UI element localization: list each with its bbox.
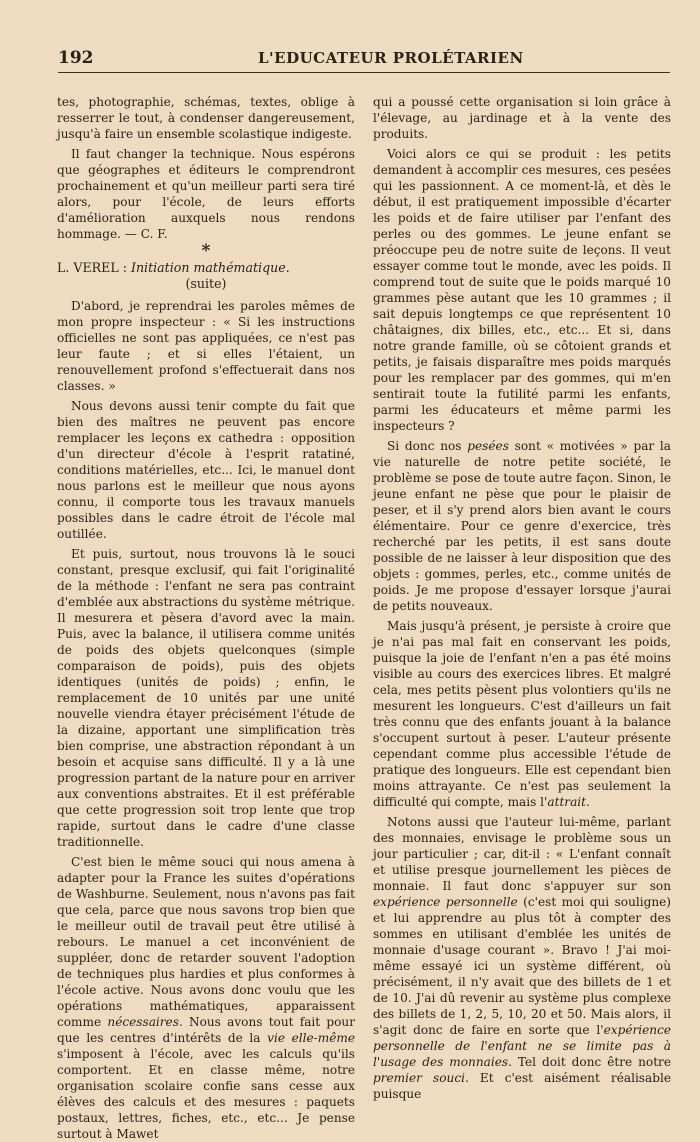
paragraph <box>373 618 671 810</box>
article-title: Initiation mathématique. <box>130 260 290 275</box>
text-run: . Tel doit donc être notre <box>508 1055 671 1069</box>
text-run: . Nous avons tout fait pour que les centres d'intérêts de la <box>57 1015 355 1045</box>
text-run: . <box>586 795 590 809</box>
italic-text: premier souci <box>373 1071 465 1085</box>
paragraph: D'abord, je reprendrai les paroles mêmes de mon propre inspecteur : « Si les instructions officielles ne sont pas appliquées, ce n'est pas leur faute ; et si elles l'étaient, un renouvellement profond s'effectuerait dans nos classes. » <box>57 299 355 393</box>
italic-text: nécessaires <box>107 1015 179 1029</box>
paragraph: qui a poussé cette organisation si loin grâce à l'élevage, au jardinage et à la vente des produits. <box>373 95 671 141</box>
section-separator: * <box>201 241 211 261</box>
text-run: (c'est moi qui souligne) et lui apprendre au plus tôt à compter des sommes en utilisant d'emblée les unités de monnaie d'usage courant ». Bravo ! J'ai moi-même essayé ici un système différent, où précisément, il n'y avait que des billets de 1 et de 10. J'ai dû revenir au système plus complexe des billets de 1, 2, 5, 10, 20 et 50. Mais alors, il s'agit donc de faire en sorte que l' <box>373 895 671 1037</box>
paragraph: Et puis, surtout, nous trouvons là le souci constant, presque exclusif, qui fait l'originalité de la méthode : l'enfant ne sera pas contraint d'emblée aux abstractions du système métrique. Il mesurera et pèsera d'avord avec la main. Puis, avec la balance, il utilisera comme unités de poids des objets quelconques (simple comparaison de poids), puis des objets identiques (unités de poids) ; enfin, le remplacement de 10 unités par une unité nouvelle viendra étayer précisément l'étude de la dizaine, apportant une simplification très bien comprise, une abstraction répondant à un besoin et acquise sans difficulté. Il y a là une progression partant de la nature pour en arriver aux conventions abstraites. Et il est préférable que cette progression soit trop lente que trop rapide, surtout dans le cadre d'une classe traditionnelle. <box>57 547 355 849</box>
running-title: L'EDUCATEUR PROLÉTARIEN <box>258 49 524 67</box>
text-run: . Et c'est aisément réalisable puisque <box>373 1071 671 1101</box>
text-run: C'est bien le même souci qui nous amena à adapter pour la France les suites d'opérations de Washburne. Seulement, nous n'avons pas fait que cela, parce que nous savons trop bien que le meilleur outil de travail peut être utilisé à rebours. Le manuel a cet inconvénient de suppléer, donc de retarder souvent l'adoption de techniques plus hardies et plus conformes à l'école active. Nous avons donc voulu que les opérations mathématiques, apparaissent comme <box>57 855 355 1029</box>
italic-text: expérience personnelle de l'enfant ne se limite pas à l'usage des monnaies <box>373 1023 671 1069</box>
left-column <box>57 94 355 1142</box>
paragraph <box>373 814 671 1102</box>
paragraph: Il faut changer la technique. Nous espérons que géographes et éditeurs le comprendront prochainement et qu'un meilleur parti sera tiré alors, pour l'école, de leurs efforts d'amélioration auxquels nous rendons hommage. — C. F. <box>57 147 355 241</box>
article-heading <box>57 260 355 276</box>
text-run: Notons aussi que l'auteur lui-même, parlant des monnaies, envisage le problème sous un jour particulier ; car, dit-il : « L'enfant connaît et utilise presque journellement les pièces de monnaie. Il faut donc s'appuyer sur son <box>373 815 671 893</box>
right-column <box>373 94 671 1102</box>
paragraph <box>373 438 671 614</box>
text-run: sont « motivées » par la vie naturelle de notre petite société, le problème se pose de toute autre façon. Sinon, le jeune enfant ne pèse que pour le plaisir de peser, et il s'y prend alors bien avant le cours élémentaire. Pour ce genre d'exercice, très recherché par les petits, il est sans doute possible de ne laisser à leur disposition que des objets : gommes, perles, etc., comme unités de poids. Je me propose d'essayer lorsque j'aurai de petits nouveaux. <box>373 439 672 613</box>
italic-text: pesées <box>467 439 509 453</box>
page-number: 192 <box>58 48 94 68</box>
italic-text: attrait <box>547 795 587 809</box>
text-run: Mais jusqu'à présent, je persiste à croire que je n'ai pas mal fait en conservant les poids, puisque la joie de l'enfant n'en a pas été moins visible au cours des exercices libres. Et malgré cela, mes petits pèsent plus volontiers qu'ils ne mesurent les longueurs. C'est d'ailleurs un fait très connu que des enfants jouant à la balance s'occupent surtout à peser. L'auteur présente cependant comme plus accessible l'étude de pratique des longueurs. Elle est cependant bien moins attrayante. Ce n'est pas seulement la difficulté qui compte, mais l' <box>373 619 671 809</box>
paragraph: tes, photographie, schémas, textes, oblige à resserrer le tout, à condenser dangereusement, jusqu'à faire un ensemble scolastique indigeste. <box>57 95 355 141</box>
paragraph: Voici alors ce qui se produit : les petits demandent à accomplir ces mesures, ces pesées qui les passionnent. A ce moment-là, et dès le début, il est pratiquement impossible d'écarter les poids et de faire utiliser par l'enfant des perles ou des gommes. Le jeune enfant se préoccupe peu de notre suite de leçons. Il veut essayer comme tout le monde, avec les poids. Il comprend tout de suite que le poids marqué 10 grammes pèse autant que les 10 grammes ; il sait depuis longtemps ce que représentent 10 châtaignes, dix billes, etc., etc... Et si, dans notre grande famille, où se côtoient grands et petits, je faisais disparaître mes poids marqués pour les remplacer par des gommes, qui m'en sentirait toute la futilité parmi les enfants, parmi les éducateurs et même parmi les inspecteurs ? <box>373 147 671 433</box>
text-run: s'imposent à l'école, avec les calculs qu'ils comportent. Et en classe même, notre organisation scolaire confie sans cesse aux élèves des calculs et des mesures : paquets postaux, lettres, fiches, etc., etc... Je pense surtout à Mawet <box>57 1047 355 1141</box>
italic-text: expérience personnelle <box>373 895 518 909</box>
article-author: L. VEREL : <box>57 260 127 275</box>
article-subtitle: (suite) <box>185 276 227 291</box>
header-rule <box>58 72 670 73</box>
italic-text: vie elle-même <box>267 1031 355 1045</box>
paragraph <box>57 854 355 1142</box>
page-header <box>58 48 670 74</box>
text-run: Si donc nos <box>387 439 468 453</box>
paragraph: Nous devons aussi tenir compte du fait que bien des maîtres ne peuvent pas encore remplacer les leçons ex cathedra : opposition d'un directeur d'école à l'esprit ratatiné, conditions matérielles, etc... Ici, le manuel dont nous parlons est le meilleur que nous ayons connu, il comporte tous les travaux manuels possibles dans le cadre étroit de l'école mal outillée. <box>57 399 355 541</box>
